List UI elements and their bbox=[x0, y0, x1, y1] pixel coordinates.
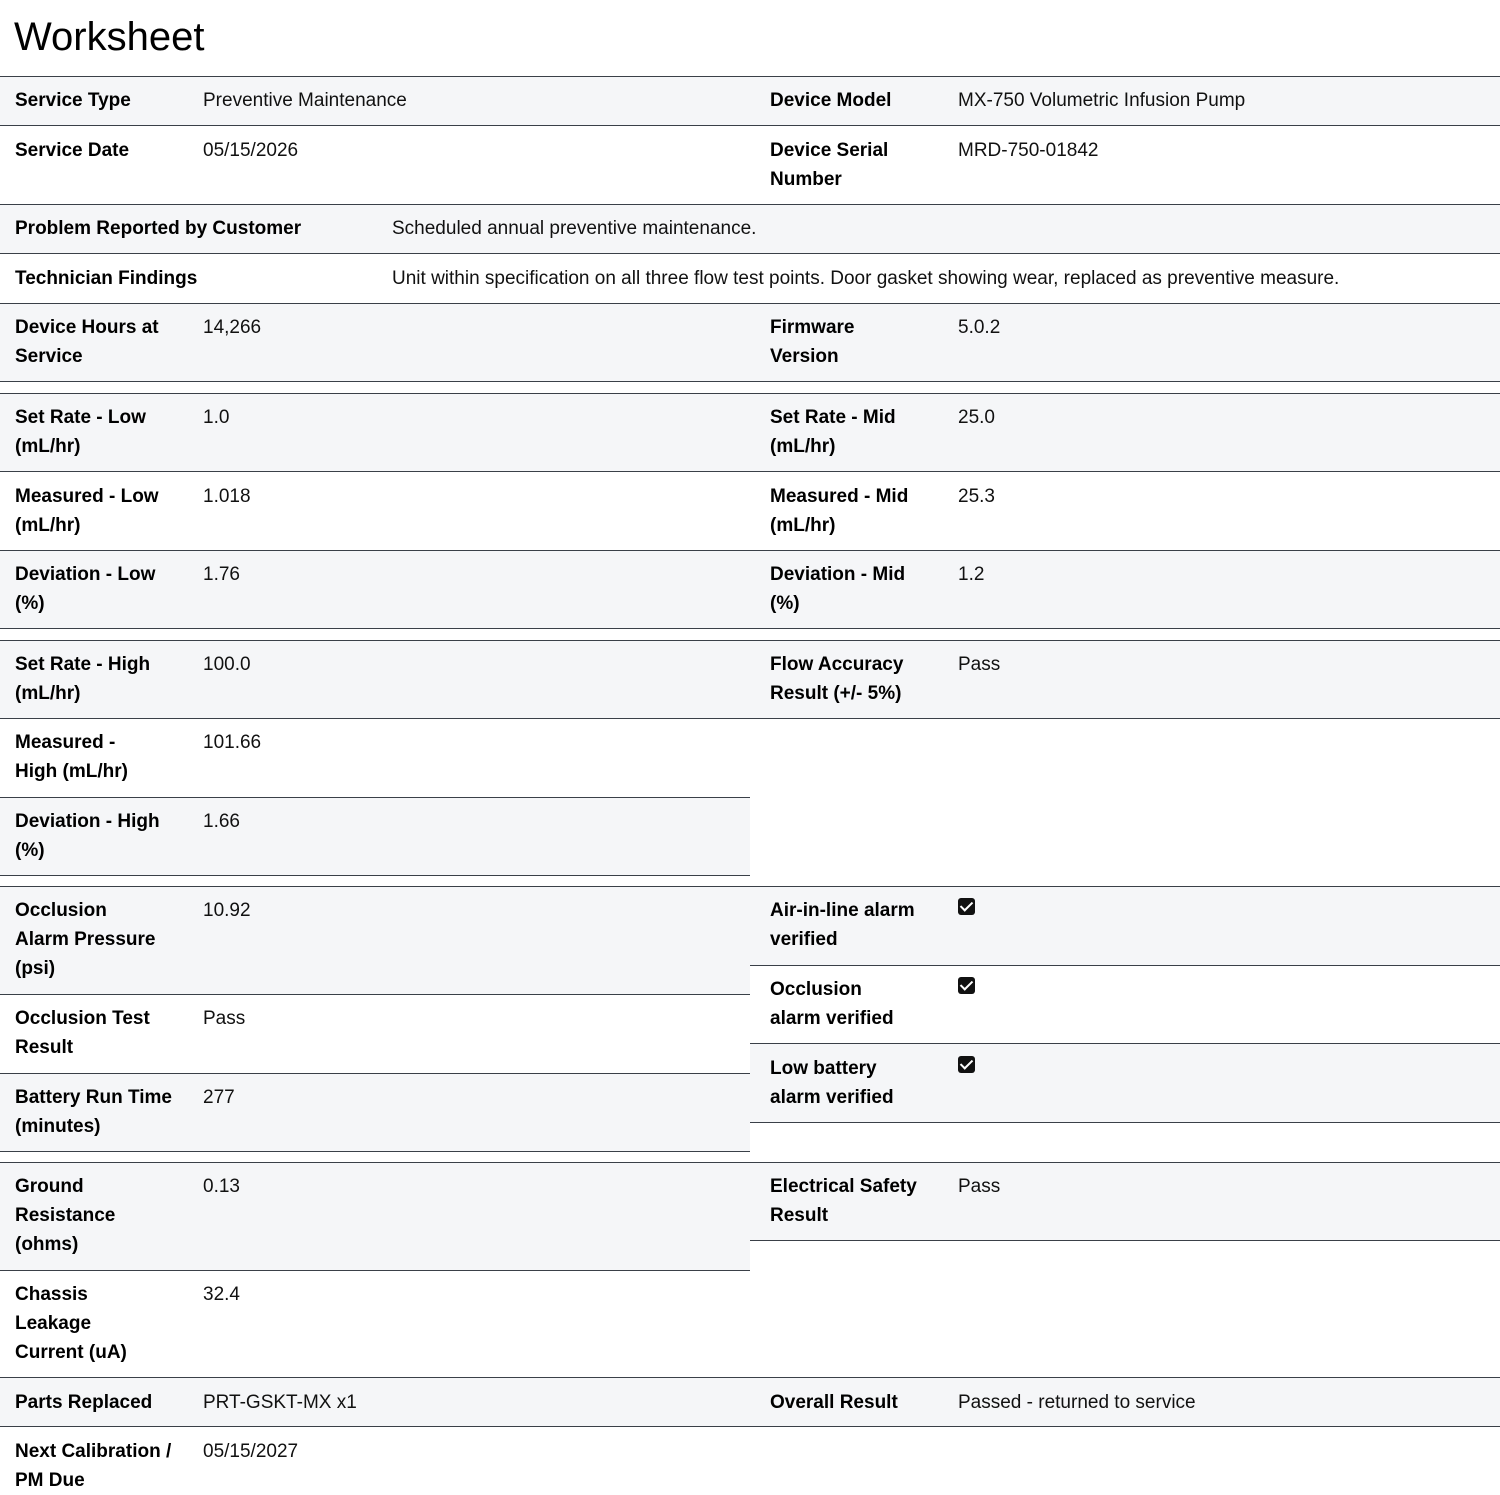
occlusion-pressure-label: Occlusion Alarm Pressure (psi) bbox=[15, 900, 156, 979]
overall-result-label: Overall Result bbox=[770, 1392, 898, 1413]
set-rate-high-value: 100.0 bbox=[203, 654, 251, 675]
divider bbox=[0, 640, 1500, 641]
divider bbox=[0, 381, 1500, 382]
occlusion-test-label: Occlusion Test Result bbox=[15, 1008, 150, 1058]
battery-run-time-label: Battery Run Time (minutes) bbox=[15, 1087, 172, 1137]
findings-label: Technician Findings bbox=[15, 268, 198, 289]
overall-result-value: Passed - returned to service bbox=[958, 1392, 1196, 1413]
divider bbox=[0, 76, 1500, 77]
deviation-mid-label: Deviation - Mid (%) bbox=[770, 564, 906, 614]
divider bbox=[0, 1377, 1500, 1378]
divider bbox=[0, 393, 1500, 394]
occlusion-pressure-value: 10.92 bbox=[203, 900, 251, 921]
divider bbox=[0, 628, 1500, 629]
set-rate-high-label: Set Rate - High (mL/hr) bbox=[15, 654, 151, 704]
divider bbox=[750, 1122, 1500, 1123]
divider bbox=[0, 1151, 750, 1152]
divider bbox=[750, 1240, 1500, 1241]
divider bbox=[0, 886, 1500, 887]
leakage-current-value: 32.4 bbox=[203, 1284, 240, 1305]
divider bbox=[0, 1073, 750, 1074]
divider bbox=[0, 204, 1500, 205]
leakage-current-label: Chassis Leakage Current (uA) bbox=[15, 1284, 127, 1363]
occlusion-verified-checkbox[interactable] bbox=[958, 977, 975, 994]
set-rate-low-value: 1.0 bbox=[203, 407, 230, 428]
occlusion-test-value: Pass bbox=[203, 1008, 246, 1029]
measured-low-value: 1.018 bbox=[203, 486, 251, 507]
divider bbox=[0, 994, 750, 995]
findings-value: Unit within specification on all three flow test points. Door gasket showing wear, replaced as preventive measure. bbox=[392, 268, 1340, 289]
divider bbox=[750, 965, 1500, 966]
divider bbox=[0, 550, 1500, 551]
device-hours-value: 14,266 bbox=[203, 317, 262, 338]
flow-accuracy-result-label: Flow Accuracy Result (+/- 5%) bbox=[770, 654, 904, 704]
air-in-line-checkbox[interactable] bbox=[958, 898, 975, 915]
air-in-line-label: Air-in-line alarm verified bbox=[770, 900, 915, 950]
service-date-value: 05/15/2026 bbox=[203, 140, 299, 161]
measured-mid-label: Measured - Mid (mL/hr) bbox=[770, 486, 909, 536]
deviation-high-label: Deviation - High (%) bbox=[15, 811, 160, 861]
electrical-safety-value: Pass bbox=[958, 1176, 1001, 1197]
divider bbox=[0, 718, 1500, 719]
deviation-high-value: 1.66 bbox=[203, 811, 240, 832]
set-rate-mid-label: Set Rate - Mid (mL/hr) bbox=[770, 407, 896, 457]
occlusion-verified-label: Occlusion alarm verified bbox=[770, 979, 894, 1029]
flow-accuracy-result-value: Pass bbox=[958, 654, 1001, 675]
divider bbox=[0, 253, 1500, 254]
set-rate-mid-value: 25.0 bbox=[958, 407, 995, 428]
divider bbox=[0, 1162, 1500, 1163]
low-battery-checkbox[interactable] bbox=[958, 1056, 975, 1073]
deviation-mid-value: 1.2 bbox=[958, 564, 985, 585]
divider bbox=[750, 1043, 1500, 1044]
ground-resistance-value: 0.13 bbox=[203, 1176, 240, 1197]
problem-label: Problem Reported by Customer bbox=[15, 218, 302, 239]
divider bbox=[0, 875, 750, 876]
firmware-value: 5.0.2 bbox=[958, 317, 1001, 338]
page-title: Worksheet bbox=[14, 15, 205, 59]
device-serial-label: Device Serial Number bbox=[770, 140, 889, 190]
divider bbox=[0, 797, 750, 798]
next-calibration-value: 05/15/2027 bbox=[203, 1441, 299, 1462]
electrical-safety-label: Electrical Safety Result bbox=[770, 1176, 917, 1226]
firmware-label: Firmware Version bbox=[770, 317, 855, 367]
divider bbox=[0, 303, 1500, 304]
service-type-value: Preventive Maintenance bbox=[203, 90, 407, 111]
device-model-label: Device Model bbox=[770, 90, 892, 111]
service-date-label: Service Date bbox=[15, 140, 130, 161]
divider bbox=[0, 1270, 750, 1271]
battery-run-time-value: 277 bbox=[203, 1087, 235, 1108]
device-model-value: MX-750 Volumetric Infusion Pump bbox=[958, 90, 1246, 111]
divider bbox=[0, 125, 1500, 126]
measured-high-label: Measured - High (mL/hr) bbox=[15, 732, 128, 782]
problem-value: Scheduled annual preventive maintenance. bbox=[392, 218, 757, 239]
measured-mid-value: 25.3 bbox=[958, 486, 995, 507]
parts-replaced-label: Parts Replaced bbox=[15, 1392, 153, 1413]
parts-replaced-value: PRT-GSKT-MX x1 bbox=[203, 1392, 357, 1413]
divider bbox=[0, 1426, 1500, 1427]
set-rate-low-label: Set Rate - Low (mL/hr) bbox=[15, 407, 146, 457]
ground-resistance-label: Ground Resistance (ohms) bbox=[15, 1176, 116, 1255]
measured-low-label: Measured - Low (mL/hr) bbox=[15, 486, 159, 536]
device-hours-label: Device Hours at Service bbox=[15, 317, 159, 367]
low-battery-label: Low battery alarm verified bbox=[770, 1058, 894, 1108]
device-serial-value: MRD-750-01842 bbox=[958, 140, 1099, 161]
deviation-low-label: Deviation - Low (%) bbox=[15, 564, 156, 614]
measured-high-value: 101.66 bbox=[203, 732, 262, 753]
divider bbox=[0, 471, 1500, 472]
service-type-label: Service Type bbox=[15, 90, 131, 111]
deviation-low-value: 1.76 bbox=[203, 564, 240, 585]
next-calibration-label: Next Calibration / PM Due bbox=[15, 1441, 172, 1491]
